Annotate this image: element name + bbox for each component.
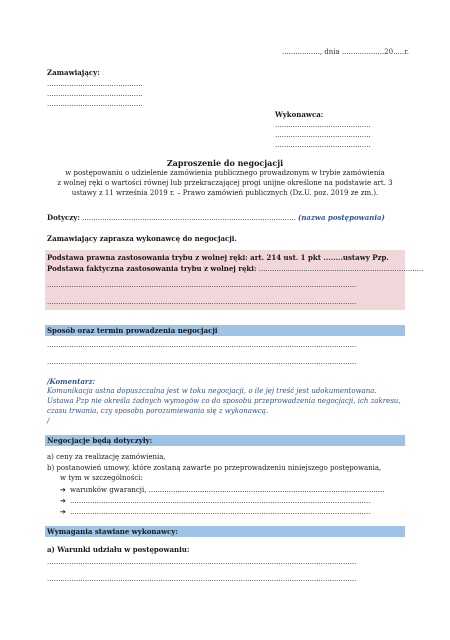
wymagania-item-a: a) Warunki udziału w postępowaniu: xyxy=(47,545,190,554)
invite-text: Zamawiający zaprasza wykonawcę do negocjacji. xyxy=(47,234,237,243)
wykonawca-line-3[interactable]: ........................................... xyxy=(275,141,371,149)
bullet-text-2[interactable]: ....................................................................................................................................... xyxy=(70,497,371,505)
subtitle-line-1: w postępowaniu o udzielenie zamówienia publicznego prowadzonym w trybie zamówienia xyxy=(65,169,385,177)
subtitle-line-2: z wolnej ręki o wartości równej lub przekraczającej progi unijne określone na podstawie art. 3 xyxy=(57,179,393,187)
dotyczy-row xyxy=(47,213,385,223)
bullet-row-1 xyxy=(60,486,385,495)
comment-line-1: Komunikacja ustna dopuszczalna jest w toku negocjacji, o ile jej treść jest udokumentowana. xyxy=(47,387,377,395)
comment-line-2: Ustawa Pzp nie określa żadnych wymogów co do sposobu przeprowadzenia negocjacji, ich zakresu, xyxy=(47,397,401,405)
arrow-icon: ➔ xyxy=(60,486,66,494)
negocjacje-item-b: b) postanowień umowy, które zostaną zawarte po przeprowadzeniu niniejszego postępowania, xyxy=(47,464,382,472)
negocjacje-item-b-cont: w tym w szczególności: xyxy=(60,474,143,482)
dotyczy-label: Dotyczy: xyxy=(47,213,80,222)
legal-basis-line: Podstawa prawna zastosowania trybu z wolnej ręki: art. 214 ust. 1 pkt ........ustawy Pzp. xyxy=(47,253,389,262)
bullet-text-3[interactable]: ....................................................................................................................................... xyxy=(70,508,371,516)
wymagania-line-2[interactable]: ........................................................................................................................................... xyxy=(47,575,357,583)
factual-basis-dots[interactable]: .......................................................................... xyxy=(258,265,424,273)
factual-basis-row xyxy=(47,264,423,274)
date-line[interactable]: ................., dnia ...................20.....r. xyxy=(282,48,410,56)
sposob-line-1[interactable]: ........................................................................................................................................... xyxy=(47,341,357,349)
sposob-line-2[interactable]: ........................................................................................................................................... xyxy=(47,358,357,366)
zamawiajacy-line-2[interactable]: ........................................... xyxy=(47,90,143,98)
bullet-row-2 xyxy=(60,497,370,506)
arrow-icon: ➔ xyxy=(60,508,66,516)
wymagania-line-1[interactable]: ........................................................................................................................................... xyxy=(47,558,357,566)
factual-basis-line-2[interactable]: ........................................................................................................................................... xyxy=(47,281,357,289)
dotyczy-dots[interactable]: ................................................................................................ xyxy=(82,214,296,222)
sposob-heading: Sposób oraz termin prowadzenia negocjacji xyxy=(47,326,218,335)
wykonawca-label: Wykonawca: xyxy=(275,110,324,119)
comment-open: /Komentarz: xyxy=(47,377,96,386)
bullet-text-1[interactable]: warunków gwarancji, .......................................................................................................... xyxy=(70,486,385,494)
document-title: Zaproszenie do negocjacji xyxy=(166,158,284,168)
factual-basis-label: Podstawa faktyczna zastosowania trybu z wolnej ręki: xyxy=(47,264,257,273)
comment-close: / xyxy=(47,417,50,425)
comment-line-3: czasu trwania, czy sposobu porozumiewania się z wykonawcą. xyxy=(47,407,269,415)
bullet-row-3 xyxy=(60,508,370,517)
subtitle-line-3: ustawy z 11 września 2019 r. – Prawo zamówień publicznych (Dz.U. poz. 2019 ze zm.). xyxy=(71,189,379,197)
wymagania-heading: Wymagania stawiane wykonawcy: xyxy=(47,527,178,536)
arrow-icon: ➔ xyxy=(60,497,66,505)
zamawiajacy-line-3[interactable]: ........................................... xyxy=(47,100,143,108)
factual-basis-line-3[interactable]: ........................................................................................................................................... xyxy=(47,298,357,306)
dotyczy-name: (nazwa postępowania) xyxy=(298,213,385,222)
zamawiajacy-line-1[interactable]: ........................................... xyxy=(47,80,143,88)
wykonawca-line-2[interactable]: ........................................... xyxy=(275,131,371,139)
negocjacje-heading: Negocjacje będą dotyczyły: xyxy=(47,436,153,445)
wykonawca-line-1[interactable]: ........................................... xyxy=(275,121,371,129)
negocjacje-item-a: a) ceny za realizację zamówienia, xyxy=(47,453,166,461)
zamawiajacy-label: Zamawiający: xyxy=(47,68,100,77)
